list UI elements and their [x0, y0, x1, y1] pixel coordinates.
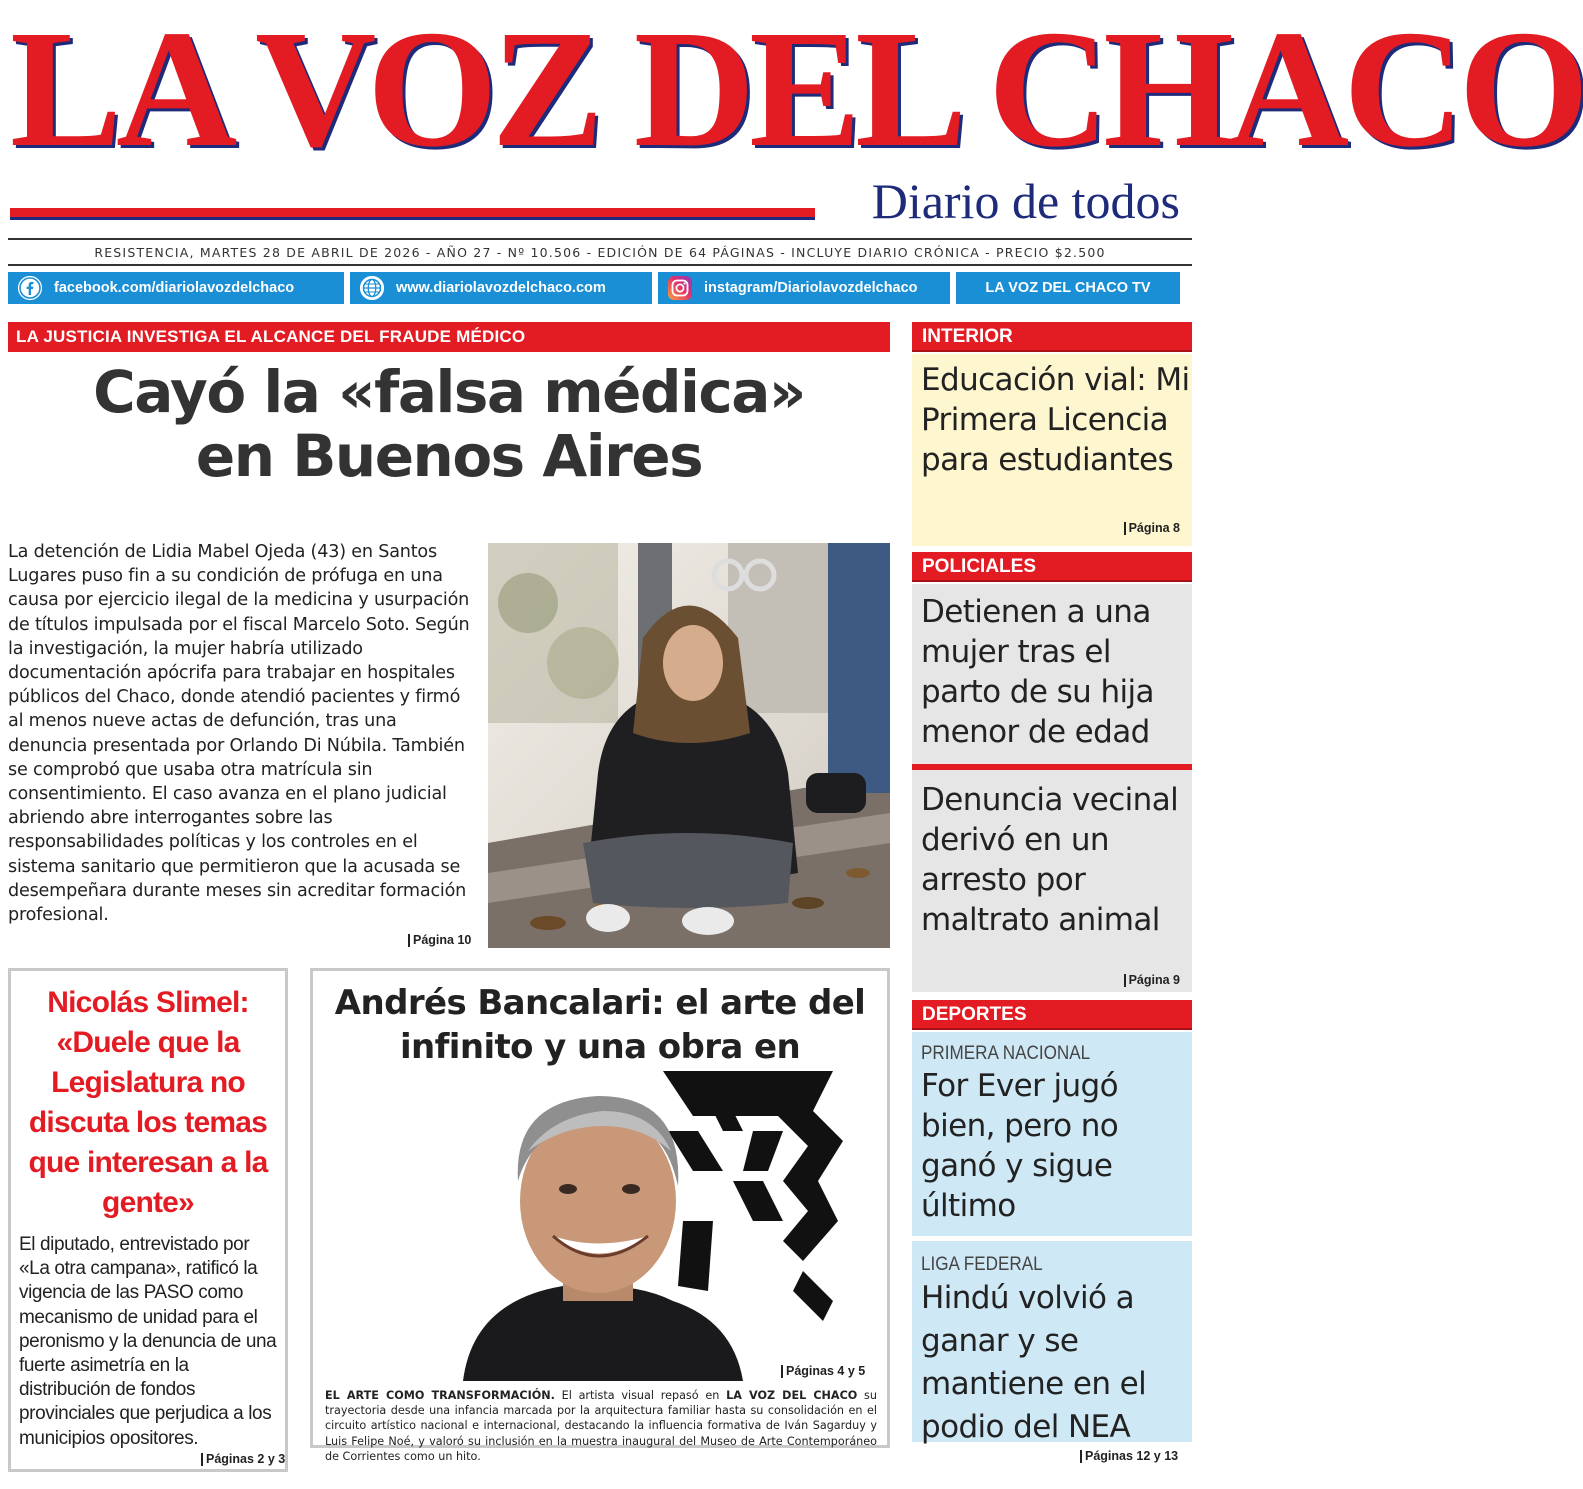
deportes-page-ref[interactable]: Páginas 12 y 13	[1080, 1450, 1178, 1463]
section-header-deportes: DEPORTES	[912, 1000, 1192, 1030]
interior-headline: Educación vial: Mi Primera Licencia para estudiantes	[921, 362, 1190, 478]
lead-kicker: LA JUSTICIA INVESTIGA EL ALCANCE DEL FRAUDE MÉDICO	[8, 322, 890, 352]
bancalari-caption-text-2: su trayectoria desde una infancia marcada por la arquitectura familiar hasta su consolidación en el circuito artístico nacional e internacional, destacando la influencia formativa de Iván Sagarduy y Luis Felipe Noé, y valoró su inclusión en la muestra inaugural del Museo de Arte Contemporáneo de Corrientes como un hito.	[325, 1389, 877, 1463]
interior-page-ref[interactable]: Página 8	[1124, 522, 1180, 535]
slimel-headline[interactable]: Nicolás Slimel: «Duele que la Legislatura no discuta los temas que interesan a la gente»	[28, 986, 268, 1219]
globe-icon	[360, 276, 384, 300]
bancalari-caption-lead: EL ARTE COMO TRANSFORMACIÓN.	[325, 1389, 555, 1402]
facebook-link[interactable]	[8, 272, 344, 304]
deportes-stories	[912, 1032, 1192, 1445]
masthead-rule	[10, 208, 815, 220]
bancalari-page-ref[interactable]: Páginas 4 y 5	[781, 1365, 865, 1378]
tv-link-label: LA VOZ DEL CHACO TV	[985, 280, 1151, 296]
lead-page-ref[interactable]: Página 10	[408, 934, 471, 947]
lead-headline-line-2: en Buenos Aires	[195, 422, 703, 490]
website-link-label: www.diariolavozdelchaco.com	[396, 280, 606, 296]
slimel-body: El diputado, entrevistado por «La otra campana», ratificó la vigencia de las PASO como mecanismo de unidad para el peronismo y la denuncia de una fuerte asimetría en la distribución de fondos provinciales que perjudica a los municipios opositores.	[19, 1234, 277, 1449]
website-link[interactable]	[350, 272, 652, 304]
edition-info-bar: RESISTENCIA, MARTES 28 DE ABRIL DE 2026 - AÑO 27 - Nº 10.506 - EDICIÓN DE 64 PÁGINAS - INCLUYE DIARIO CRÓNICA - PRECIO $2.500	[8, 238, 1192, 266]
facebook-link-label: facebook.com/diariolavozdelchaco	[54, 280, 295, 296]
section-header-interior: INTERIOR	[912, 322, 1192, 352]
interior-story[interactable]	[912, 354, 1192, 546]
bancalari-photo	[313, 1071, 887, 1381]
social-links-bar	[8, 272, 1192, 304]
section-header-policiales: POLICIALES	[912, 552, 1192, 582]
policiales-headline-2[interactable]: Denuncia vecinal derivó en un arresto por maltrato animal	[921, 782, 1179, 938]
newspaper-tagline: Diario de todos	[871, 173, 1180, 229]
instagram-link-label: instagram/Diariolavozdelchaco	[704, 280, 918, 296]
policiales-headline-1[interactable]: Detienen a una mujer tras el parto de su hija menor de edad	[921, 594, 1154, 750]
newspaper-title[interactable]: LA VOZ DEL CHACO	[10, 0, 1583, 182]
masthead	[0, 0, 1583, 260]
bancalari-caption	[325, 1388, 877, 1464]
lead-headline-line-1: Cayó la «falsa médica»	[93, 358, 805, 426]
facebook-icon	[18, 276, 42, 300]
tv-link[interactable]	[956, 272, 1180, 304]
instagram-link[interactable]	[658, 272, 950, 304]
policiales-page-ref[interactable]: Página 9	[1124, 974, 1180, 987]
deportes-headline-2[interactable]: Hindú volvió a ganar y se mantiene en el podio del NEA	[921, 1280, 1147, 1445]
bancalari-caption-brand: LA VOZ DEL CHACO	[726, 1389, 858, 1402]
bancalari-caption-text-1: El artista visual repasó en	[554, 1389, 727, 1402]
deportes-sub-2: LIGA FEDERAL	[921, 1254, 1043, 1275]
policiales-stories	[912, 584, 1192, 992]
slimel-page-ref[interactable]: Páginas 2 y 3	[201, 1453, 285, 1466]
lead-body: La detención de Lidia Mabel Ojeda (43) en Santos Lugares puso fin a su condición de prófuga en una causa por ejercicio ilegal de la medicina y usurpación de títulos impulsada por el fiscal Marcelo Soto. Según la investigación, la mujer habría utilizado documentación apócrifa para trabajar en hospitales públicos del Chaco, donde atendió pacientes y firmó al menos nueve actas de defunción, tras una denuncia presentada por Orlando Di Núbila. También se comprobó que usaba otra matrícula sin consentimiento. El caso avanza en el plano judicial abriendo abre interrogantes sobre las responsabilidades políticas y los controles en el sistema sanitario que permitieron que la acusada se desempeñara durante meses sin acreditar formación profesional.	[8, 542, 470, 926]
slimel-story	[8, 968, 288, 1472]
lead-photo	[488, 543, 890, 948]
deportes-headline-1[interactable]: For Ever jugó bien, pero no ganó y sigue último	[921, 1068, 1119, 1224]
instagram-icon	[668, 276, 692, 300]
bancalari-headline[interactable]: Andrés Bancalari: el arte del infinito y una obra en	[334, 983, 866, 1067]
deportes-sub-1: PRIMERA NACIONAL	[921, 1043, 1091, 1064]
bancalari-story	[310, 968, 890, 1463]
lead-headline[interactable]	[8, 360, 890, 488]
